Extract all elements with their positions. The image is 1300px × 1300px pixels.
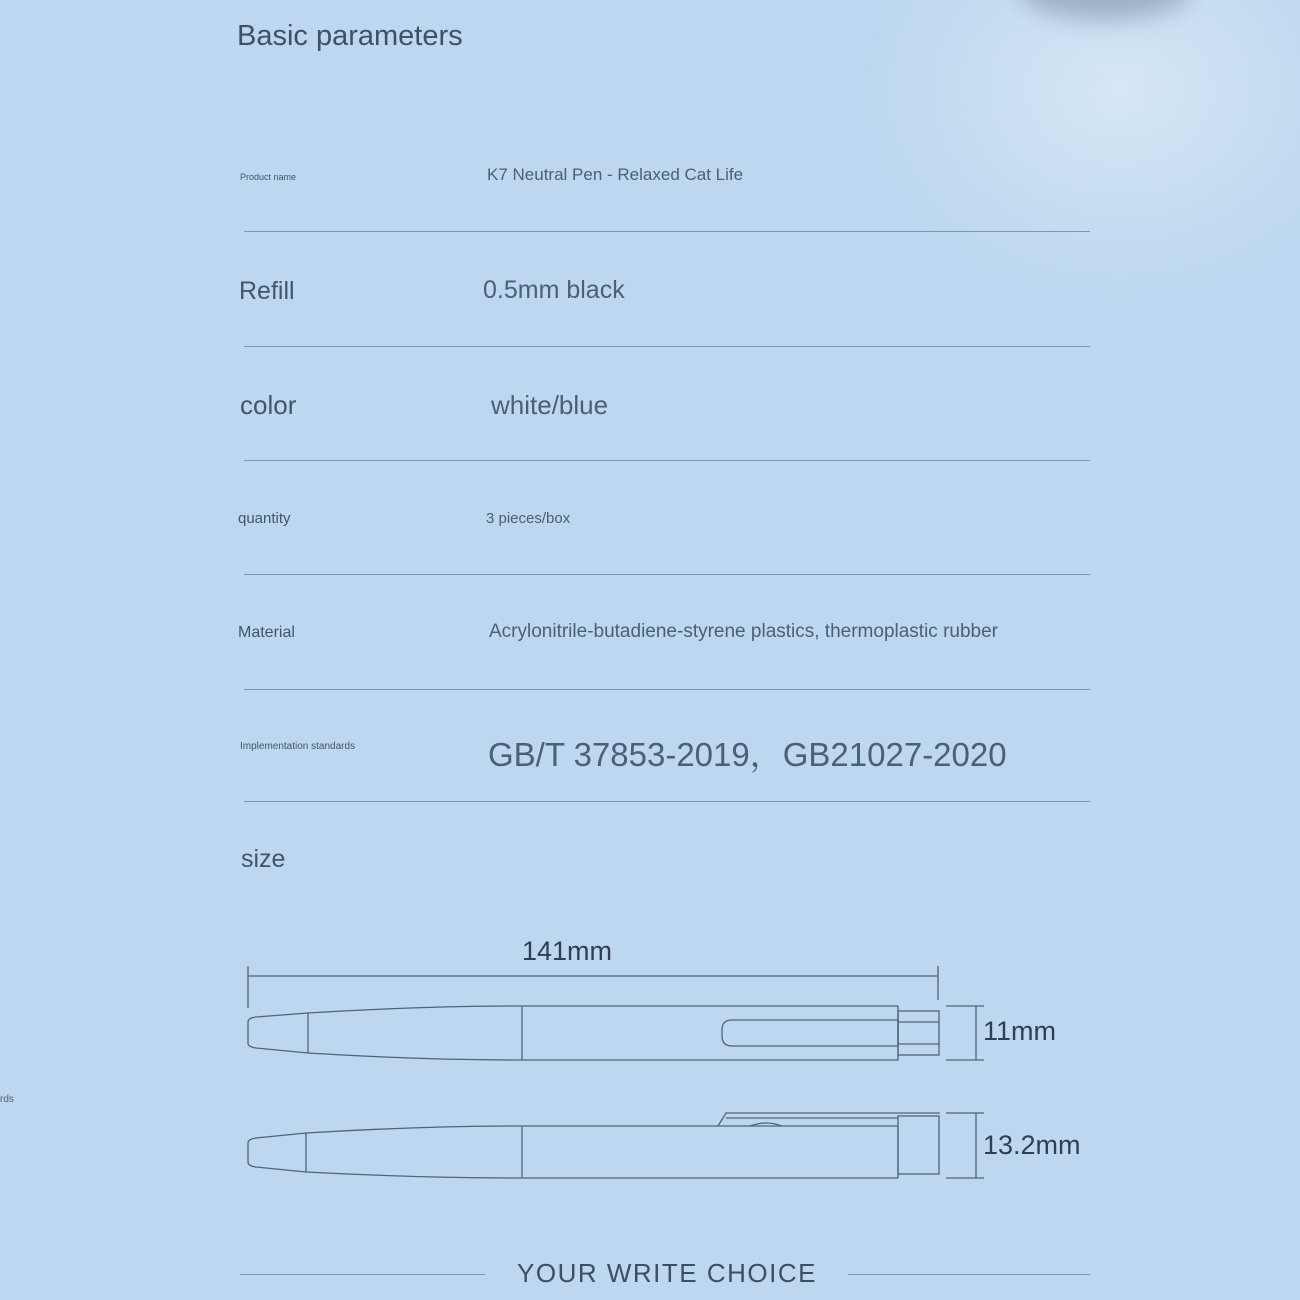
page-title: Basic parameters	[237, 20, 463, 52]
param-value: GB/T 37853-2019，GB21027-2020	[488, 736, 1007, 773]
param-label: Material	[238, 624, 295, 641]
footer-rule-left	[240, 1274, 485, 1275]
footer-rule-right	[848, 1274, 1090, 1275]
param-value: Acrylonitrile-butadiene-styrene plastics, thermoplastic rubber	[489, 621, 999, 642]
diameter-label-body: 11mm	[983, 1016, 1057, 1046]
param-label: color	[240, 390, 297, 420]
param-label: Implementation standards	[240, 741, 356, 752]
pen-clip-view	[248, 1113, 940, 1178]
length-label: 141mm	[522, 936, 613, 966]
param-label: quantity	[238, 510, 291, 527]
cropped-edge-text: rds	[0, 1094, 14, 1105]
footer-slogan: YOUR WRITE CHOICE	[517, 1258, 817, 1288]
param-value: 0.5mm black	[483, 276, 625, 304]
param-label: Product name	[240, 172, 297, 182]
diameter-label-clip: 13.2mm	[983, 1130, 1081, 1160]
param-value: white/blue	[491, 390, 609, 420]
param-value: K7 Neutral Pen - Relaxed Cat Life	[487, 165, 744, 184]
pen-side-view	[248, 1006, 939, 1060]
param-label: Refill	[239, 277, 295, 305]
param-value: 3 pieces/box	[486, 510, 571, 527]
pen-clip	[722, 1020, 898, 1046]
size-heading: size	[241, 845, 286, 873]
